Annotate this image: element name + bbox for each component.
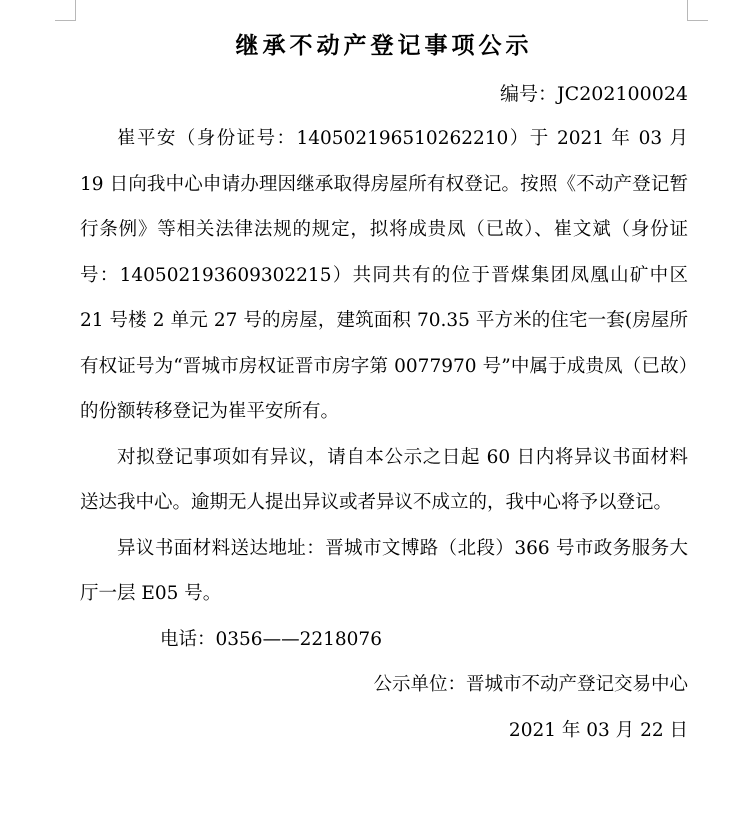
document-number: 编号：JC202100024 [500, 83, 688, 105]
page-corner-mark-right [687, 0, 708, 21]
notice-date: 2021 年 03 月 22 日 [508, 719, 688, 741]
notice-body [80, 116, 688, 617]
notice-title: 继承不动产登记事项公示 [235, 32, 533, 59]
document-page [80, 26, 688, 753]
page-corner-mark-left [55, 0, 76, 21]
paragraph-address: 异议书面材料送达地址：晋城市文博路（北段）366 号市政务服务大厅一层 E05 号。 [80, 537, 688, 604]
issuing-organization: 公示单位：晋城市不动产登记交易中心 [373, 674, 688, 695]
paragraph-objection: 对拟登记事项如有异议，请自本公示之日起 60 日内将异议书面材料送达我中心。逾期无人提出异议或者异议不成立的，我中心将予以登记。 [80, 446, 688, 513]
contact-phone: 电话：0356——2218076 [160, 628, 382, 650]
paragraph-application: 崔平安（身份证号：140502196510262210）于 2021 年 03 月 19 日向我中心申请办理因继承取得房屋所有权登记。按照《不动产登记暂行条例》等相关法律法规的规定，拟将成贵凤（已故）、崔文斌（身份证号：140502193609302215）共同共有的位于晋煤集团凤凰山矿中区 21 号楼 2 单元 27 号的房屋，建筑面积 70.35 平方米的住宅一套(房屋所有权证号为“晋城市房权证晋市房字第 0077970 号”中属于成贵凤（已故）的份额转移登记为崔平安所有。 [80, 128, 688, 422]
